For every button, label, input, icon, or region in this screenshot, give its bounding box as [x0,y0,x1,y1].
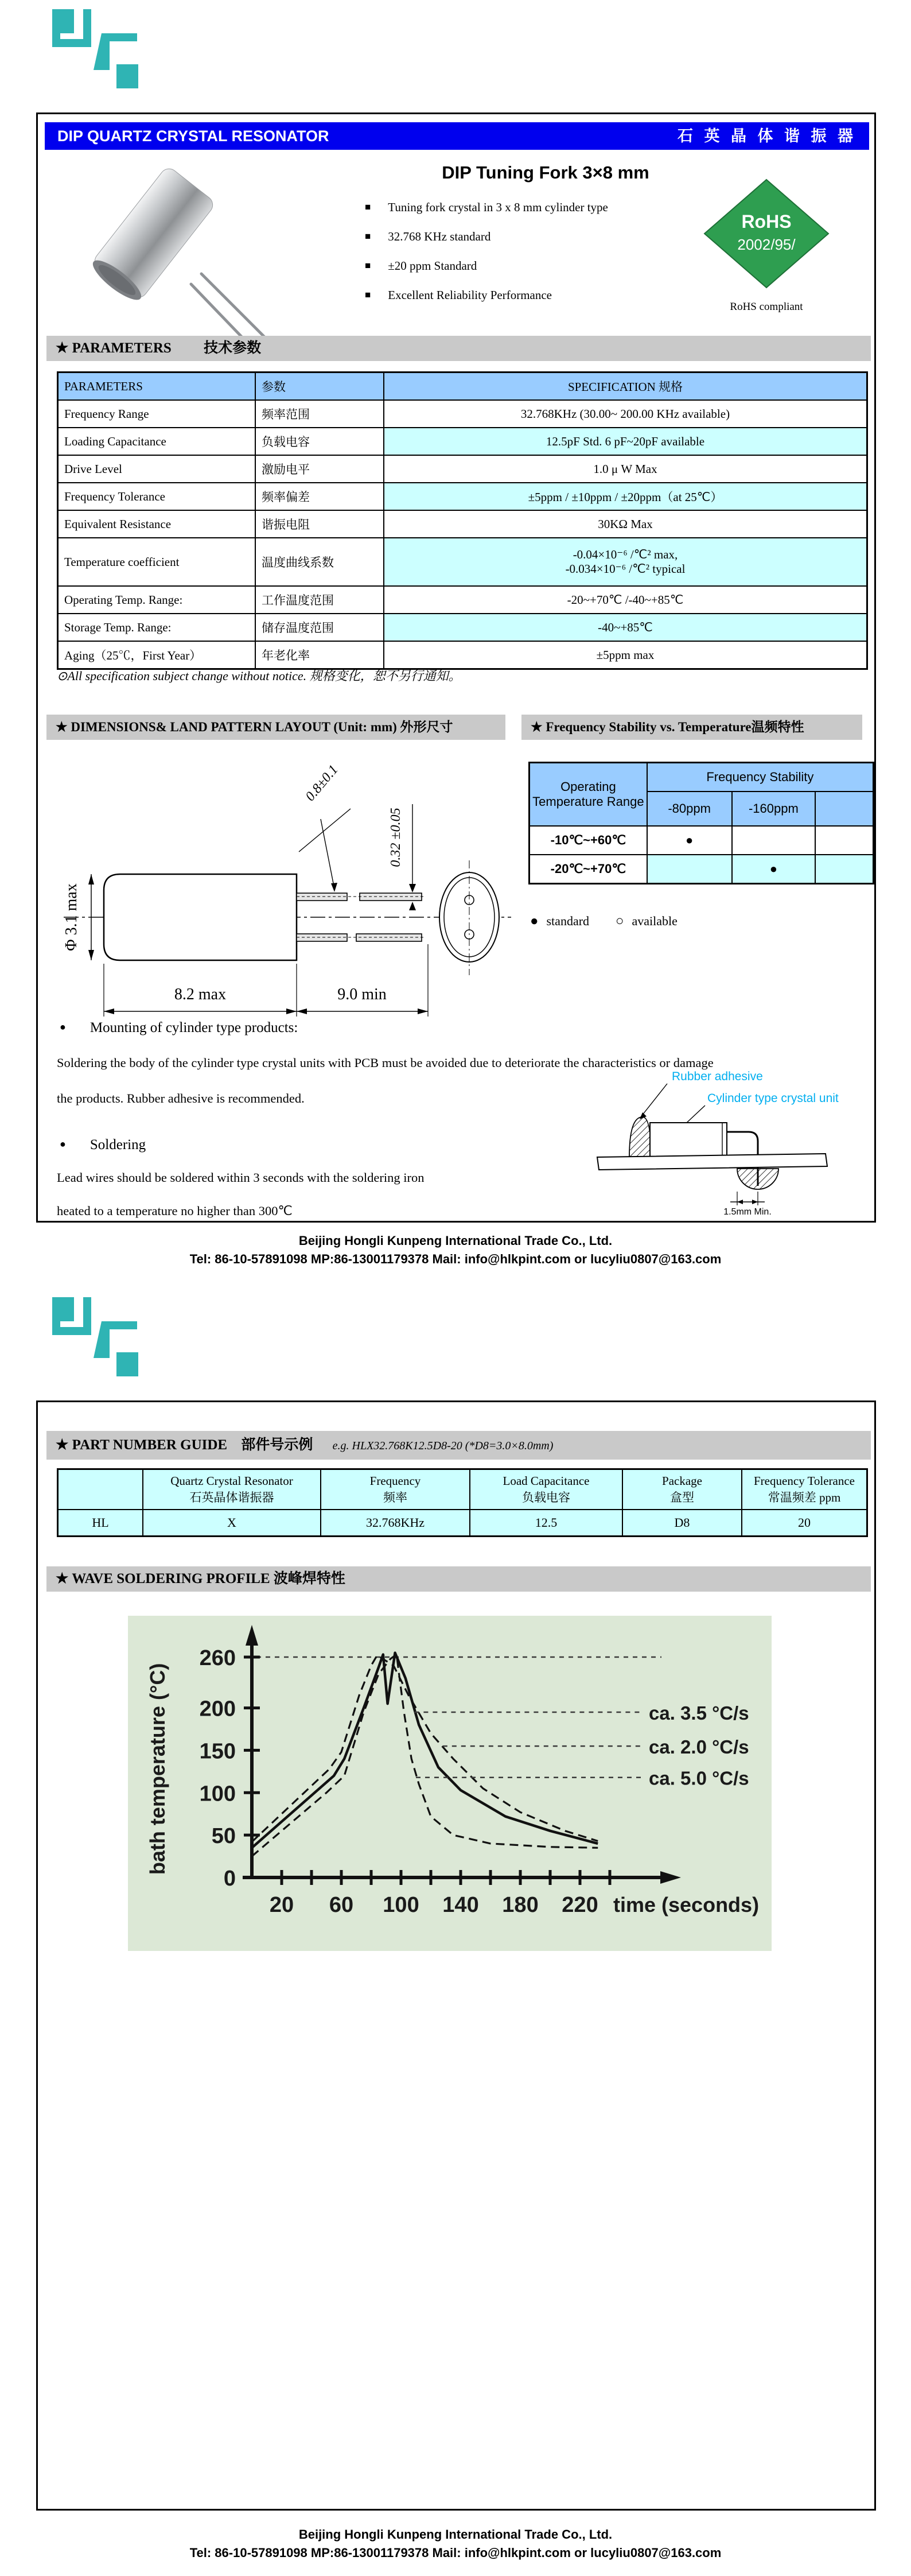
filled-dot-icon: ● [530,914,539,929]
param-spec: -40~+85℃ [384,614,867,641]
part-number-section-title: ★ PART NUMBER GUIDE [56,1437,228,1453]
dim-body-length: 8.2 max [174,986,227,1003]
rohs-subtitle: 2002/95/ [737,236,796,253]
param-spec: 30KΩ Max [384,510,867,538]
feature-text: 32.768 KHz standard [388,230,491,243]
pn-cell: 20 [742,1510,867,1537]
column-header: Quartz Crystal Resonator 石英晶体谐振器 [143,1469,321,1510]
param-name-cn: 频率偏差 [255,483,384,510]
table-row [58,641,867,669]
soldering-text-line1: Lead wires should be soldered within 3 seconds with the soldering iron [57,1170,425,1185]
column-header: -80ppm [647,792,732,826]
wave-soldering-chart-panel [128,1616,772,1951]
square-bullet-icon: ■ [365,201,371,212]
svg-text:60: 60 [329,1893,354,1917]
stability-section-header: ★ Frequency Stability vs. Temperature温频特性 [521,715,862,740]
crystal-unit-label: Cylinder type crystal unit [707,1092,839,1105]
mounting-title: Mounting of cylinder type products: [89,1020,298,1035]
param-spec-line1: -0.04×10⁻⁶ /℃² max, [573,548,678,561]
lead-spacing-dim: 1.5mm Min. [723,1207,772,1216]
legend-available-label: available [632,914,678,928]
table-row [58,538,867,586]
param-name-cn: 温度曲线系数 [255,538,384,586]
param-name: Temperature coefficient [58,538,256,586]
rohs-badge [703,179,830,289]
param-name: Loading Capacitance [58,428,256,455]
table-row [58,586,867,614]
feature-list [365,200,608,317]
page-banner [45,122,869,150]
column-header: SPECIFICATION 规格 [384,373,867,401]
stability-mark: ● [647,826,732,855]
column-header: PARAMETERS [58,373,256,401]
param-name: Equivalent Resistance [58,510,256,538]
round-bullet-icon: ● [60,1138,66,1150]
table-header-row [58,373,867,401]
dim-diameter: Φ 3.1 max [63,883,80,951]
column-header: Load Capacitance 负载电容 [470,1469,622,1510]
column-header: Package 盒型 [622,1469,742,1510]
param-name: Storage Temp. Range: [58,614,256,641]
page2-footer [0,2525,911,2562]
soldering-heading [60,1137,146,1153]
soldering-title: Soldering [89,1137,146,1153]
feature-text: Tuning fork crystal in 3 x 8 mm cylinder type [388,200,608,214]
svg-text:ca. 3.5 °C/s: ca. 3.5 °C/s [649,1702,749,1724]
column-header: Frequency Tolerance 常温频差 ppm [742,1469,867,1510]
column-header: Frequency 频率 [321,1469,470,1510]
param-name-cn: 负载电容 [255,428,384,455]
table-header-row [530,763,874,792]
svg-text:ca. 5.0 °C/s: ca. 5.0 °C/s [649,1767,749,1789]
wave-soldering-chart [128,1616,772,1951]
spec-change-note: ⊙All specification subject change without notice. 规格变化，恕不另行通知。 [57,669,461,683]
param-name-cn: 年老化率 [255,641,384,669]
pn-cell: HL [58,1510,143,1537]
table-row [58,510,867,538]
svg-text:100: 100 [199,1782,236,1806]
svg-text:150: 150 [199,1739,236,1764]
column-header: -160ppm [732,792,816,826]
banner-title-cn: 石 英 晶 体 谐 振 器 [677,127,857,145]
wave-profile-section-header: ★ WAVE SOLDERING PROFILE 波峰焊特性 [46,1566,871,1592]
pn-cell: D8 [622,1510,742,1537]
temp-range: -10℃~+60℃ [530,826,647,855]
company-logo [49,5,141,91]
parameters-section-title-cn: 技术参数 [204,340,262,356]
part-number-section-title-cn: 部件号示例 [241,1437,313,1453]
column-header [815,792,873,826]
svg-text:20: 20 [269,1893,294,1917]
svg-text:200: 200 [199,1697,236,1721]
dimensions-drawing [52,751,523,1027]
round-bullet-icon: ● [60,1021,66,1033]
footer-company: Beijing Hongli Kunpeng International Trade Co., Ltd. [298,2527,613,2542]
param-spec: ±5ppm max [384,641,867,669]
parameters-table [57,371,868,670]
svg-text:100: 100 [383,1893,419,1917]
pn-cell: 32.768KHz [321,1510,470,1537]
param-spec: 1.0 μ W Max [384,455,867,483]
temp-range: -20℃~+70℃ [530,855,647,883]
column-header: 参数 [255,373,384,401]
feature-text: Excellent Reliability Performance [388,288,552,302]
stability-mark: ● [732,855,816,883]
svg-text:140: 140 [442,1893,479,1917]
feature-item [365,288,608,302]
footer-contact: Tel: 86-10-57891098 MP:86-13001179378 Mail: info@hlkpint.com or lucyliu0807@163.com [189,2546,722,2560]
part-number-section-header [46,1431,871,1460]
square-bullet-icon: ■ [365,289,371,300]
table-row [530,826,874,855]
table-row [58,428,867,455]
param-spec: ±5ppm / ±10ppm / ±20ppm（at 25℃） [384,483,867,510]
svg-text:ca. 2.0 °C/s: ca. 2.0 °C/s [649,1736,749,1758]
company-logo [49,1293,141,1379]
param-name: Aging（25℃，First Year） [58,641,256,669]
param-name: Frequency Tolerance [58,483,256,510]
soldering-text-line2: heated to a temperature no higher than 300℃ [57,1204,293,1218]
param-spec: 32.768KHz (30.00~ 200.00 KHz available) [384,400,867,428]
mounting-text-line2: the products. Rubber adhesive is recommended. [57,1091,305,1105]
svg-text:0: 0 [223,1867,236,1891]
column-header [58,1469,143,1510]
pn-cell: X [143,1510,321,1537]
table-row [58,455,867,483]
svg-text:bath temperature (°C): bath temperature (°C) [146,1663,169,1875]
legend-standard-label: standard [546,914,590,928]
rohs-title: RoHS [741,211,792,232]
footer-contact: Tel: 86-10-57891098 MP:86-13001179378 Mail: info@hlkpint.com or lucyliu0807@163.com [189,1252,722,1266]
product-title: DIP Tuning Fork 3×8 mm [442,162,649,183]
open-circle-icon: ○ [616,914,624,929]
stability-table [528,762,874,884]
page-1 [36,112,876,1223]
stability-mark [815,826,873,855]
feature-text: ±20 ppm Standard [388,259,477,273]
param-name-cn: 工作温度范围 [255,586,384,614]
svg-text:220: 220 [562,1893,598,1917]
table-row [58,483,867,510]
rohs-caption: RoHS compliant [730,301,803,313]
dim-lead-diameter: 0.8±0.1 [302,762,341,804]
feature-item [365,230,608,244]
param-name-cn: 谐振电阻 [255,510,384,538]
mounting-text-line1: Soldering the body of the cylinder type crystal units with PCB must be avoided due to deteriorate the characteristics or damage [57,1056,714,1070]
table-row [58,400,867,428]
svg-text:time (seconds): time (seconds) [613,1893,760,1917]
svg-text:260: 260 [199,1646,236,1670]
param-spec [384,538,867,586]
svg-text:180: 180 [502,1893,539,1917]
param-spec: 12.5pF Std. 6 pF~20pF available [384,428,867,455]
dimensions-section-header: ★ DIMENSIONS& LAND PATTERN LAYOUT (Unit: mm) 外形尺寸 [46,715,505,740]
pn-cell: 12.5 [470,1510,622,1537]
column-header: Operating Temperature Range [530,763,647,827]
page-2 [36,1400,876,2511]
feature-item [365,200,608,215]
part-number-example: e.g. HLX32.768K12.5D8-20 (*D8=3.0×8.0mm) [332,1440,554,1452]
group-header: Frequency Stability [647,763,874,792]
param-spec-line2: -0.034×10⁻⁶ /℃² typical [565,562,686,576]
square-bullet-icon: ■ [365,231,371,242]
parameters-section-header [46,336,871,361]
stability-legend [530,914,678,929]
stability-mark [732,826,816,855]
table-row [58,614,867,641]
mounting-diagram [586,1064,873,1216]
param-name-cn: 频率范围 [255,400,384,428]
param-name: Frequency Range [58,400,256,428]
banner-title-en: DIP QUARTZ CRYSTAL RESONATOR [57,127,329,145]
stability-mark [815,855,873,883]
part-number-table [57,1468,868,1537]
param-name-cn: 激励电平 [255,455,384,483]
param-spec: -20~+70℃ /-40~+85℃ [384,586,867,614]
rubber-adhesive-label: Rubber adhesive [672,1070,763,1083]
svg-text:50: 50 [211,1824,236,1849]
param-name: Operating Temp. Range: [58,586,256,614]
parameters-section-title: ★ PARAMETERS [56,340,172,356]
dim-lead-width: 0.32 ±0.05 [388,808,403,867]
square-bullet-icon: ■ [365,260,371,271]
param-name-cn: 储存温度范围 [255,614,384,641]
feature-item [365,259,608,273]
crystal-photo [69,160,276,344]
dim-lead-length: 9.0 min [337,986,387,1003]
param-name: Drive Level [58,455,256,483]
mounting-heading [60,1020,298,1036]
table-row [530,855,874,883]
table-row [58,1510,867,1537]
stability-mark [647,855,732,883]
page1-footer [0,1232,911,1268]
footer-company: Beijing Hongli Kunpeng International Trade Co., Ltd. [298,1233,613,1248]
table-header-row [58,1469,867,1510]
